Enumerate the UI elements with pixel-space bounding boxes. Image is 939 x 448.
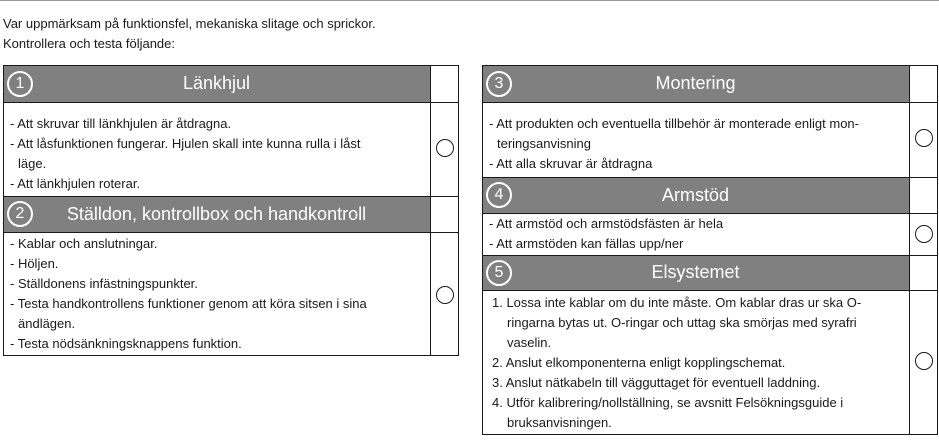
list-item: - Att armstöden kan fällas upp/ner <box>489 236 684 251</box>
list-item: vaselin. <box>507 335 552 350</box>
right-table-border <box>482 65 938 435</box>
section-1-title: Länkhjul <box>182 73 251 93</box>
divider <box>482 102 938 103</box>
list-item: 1. Lossa inte kablar om du inte måste. Om kablar dras ur ska O- <box>492 295 862 310</box>
section-3-title: Montering <box>655 73 736 93</box>
list-item: ändlägen. <box>18 316 76 331</box>
list-item: - Att skruvar till länkhjulen är åtdragna. <box>10 116 232 131</box>
section-number-5: 5 <box>486 260 512 286</box>
section-2-title: Ställdon, kontrollbox och handkontroll <box>66 203 367 224</box>
list-item: - Höljen. <box>10 256 59 271</box>
list-item: - Ställdonens infästningspunkter. <box>10 276 198 291</box>
list-item: 4. Utför kalibrering/nollställning, se avsnitt Felsökningsguide i <box>492 395 844 410</box>
section-number-2: 2 <box>7 201 33 227</box>
left-table-border <box>3 65 459 356</box>
list-item: läge. <box>18 156 47 171</box>
list-item: ringarna bytas ut. O-ringar och uttag ska smörjas med syrafri <box>507 315 857 330</box>
section-number-1: 1 <box>7 71 33 97</box>
section-number-4: 4 <box>486 182 512 208</box>
left-check-divider <box>430 65 431 356</box>
list-item: bruksanvisningen. <box>507 415 612 430</box>
section-number-3: 3 <box>486 71 512 97</box>
list-item: - Att alla skruvar är åtdragna <box>489 156 653 171</box>
section-4-title: Armstöd <box>661 184 730 205</box>
divider <box>482 177 938 178</box>
list-item: 2. Anslut elkomponenterna enligt kopplingschemat. <box>492 355 786 370</box>
list-item: - Att produkten och eventuella tillbehör är monterade enligt mon- <box>489 116 859 131</box>
list-item: - Att länkhjulen roterar. <box>10 176 141 191</box>
intro-line-2: Kontrollera och testa följande: <box>3 36 175 51</box>
list-item: - Kablar och anslutningar. <box>10 236 158 251</box>
list-item: - Att armstöd och armstödsfästen är hela <box>489 216 724 231</box>
list-item: teringsanvisning <box>497 136 591 151</box>
divider <box>3 102 459 103</box>
list-item: 3. Anslut nätkabeln till vägguttaget för eventuell laddning. <box>492 375 821 390</box>
right-check-divider <box>909 65 910 435</box>
list-item: - Att låsfunktionen fungerar. Hjulen skall inte kunna rulla i låst <box>10 136 361 151</box>
divider <box>3 232 459 233</box>
top-rule <box>0 0 939 1</box>
list-item: - Testa handkontrollens funktioner genom att köra sitsen i sina <box>10 296 367 311</box>
divider <box>3 196 459 197</box>
divider <box>482 213 938 214</box>
list-item: - Testa nödsänkningsknappens funktion. <box>10 336 242 351</box>
intro-line-1: Var uppmärksam på funktionsfel, mekaniska slitage och sprickor. <box>3 16 376 31</box>
section-5-title: Elsystemet <box>651 262 740 282</box>
divider <box>482 255 938 256</box>
intro-text <box>3 14 376 54</box>
divider <box>482 290 938 291</box>
